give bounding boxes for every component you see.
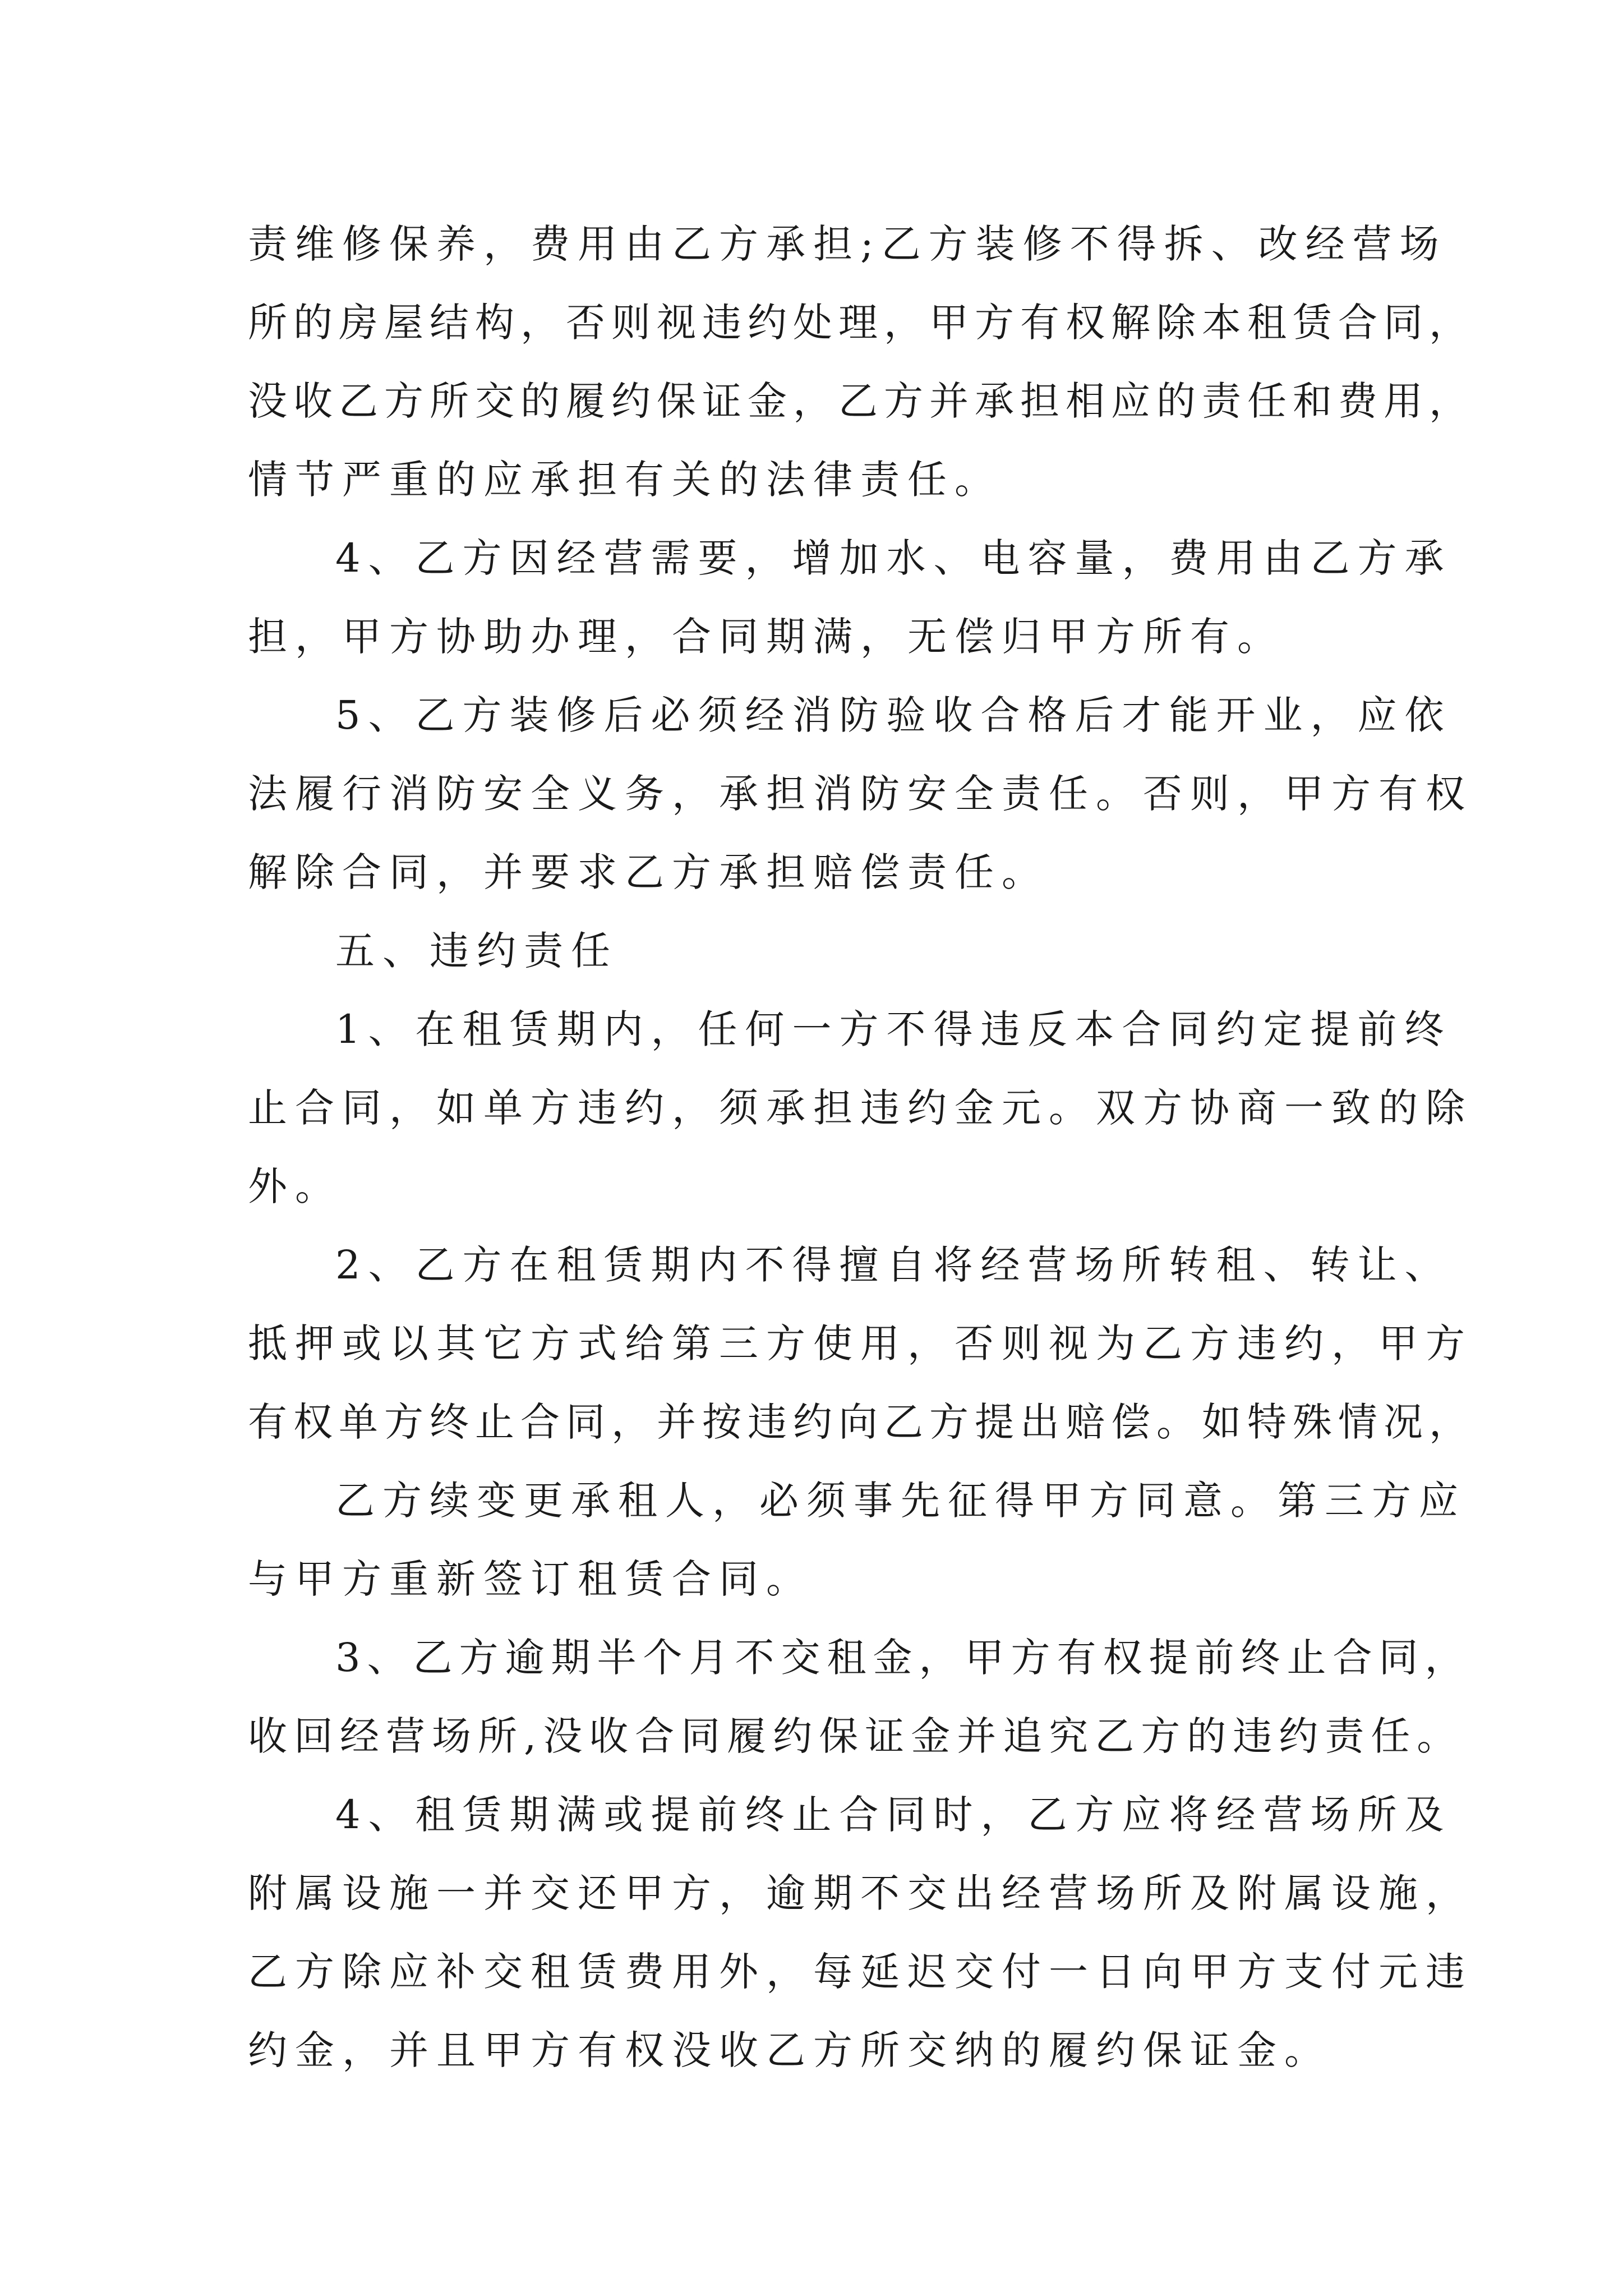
text-line: 情节严重的应承担有关的法律责任。 <box>248 457 1002 503</box>
text-line: 有权单方终止合同，并按违约向乙方提出赔偿。如特殊情况， <box>248 1399 1474 1445</box>
text-line: 担，甲方协助办理，合同期满，无偿归甲方所有。 <box>248 614 1284 660</box>
section-heading: 五、违约责任 <box>335 928 618 974</box>
text-line: 法履行消防安全义务，承担消防安全责任。否则，甲方有权 <box>248 771 1473 817</box>
text-line: 抵押或以其它方式给第三方使用，否则视为乙方违约，甲方 <box>248 1320 1473 1366</box>
text-line: 乙方除应补交租赁费用外，每延迟交付一日向甲方支付元违 <box>248 1949 1473 1995</box>
text-line: 乙方续变更承租人，必须事先征得甲方同意。第三方应 <box>335 1478 1466 1524</box>
text-line: 附属设施一并交还甲方，逾期不交出经营场所及附属设施， <box>248 1870 1473 1916</box>
text-line: 与甲方重新签订租赁合同。 <box>248 1556 813 1602</box>
text-line: 4、租赁期满或提前终止合同时，乙方应将经营场所及 <box>335 1792 1452 1838</box>
text-line: 1、在租赁期内，任何一方不得违反本合同约定提前终 <box>335 1006 1452 1052</box>
text-line: 所的房屋结构，否则视违约处理，甲方有权解除本租赁合同， <box>248 300 1474 346</box>
text-line: 5、乙方装修后必须经消防验收合格后才能开业，应依 <box>335 692 1452 738</box>
text-line: 收回经营场所,没收合同履约保证金并追究乙方的违约责任。 <box>248 1713 1463 1759</box>
text-line: 2、乙方在租赁期内不得擅自将经营场所转租、转让、 <box>335 1242 1452 1288</box>
text-line: 约金，并且甲方有权没收乙方所交纳的履约保证金。 <box>248 2027 1331 2073</box>
text-line: 4、乙方因经营需要，增加水、电容量，费用由乙方承 <box>335 535 1452 581</box>
text-line: 止合同，如单方违约，须承担违约金元。双方协商一致的除 <box>248 1085 1473 1131</box>
text-line: 没收乙方所交的履约保证金，乙方并承担相应的责任和费用， <box>248 378 1474 424</box>
text-line: 解除合同，并要求乙方承担赔偿责任。 <box>248 849 1049 895</box>
text-line: 外。 <box>248 1163 342 1209</box>
text-line: 3、乙方逾期半个月不交租金，甲方有权提前终止合同， <box>335 1635 1471 1681</box>
text-line: 责维修保养，费用由乙方承担;乙方装修不得拆、改经营场 <box>248 221 1447 267</box>
